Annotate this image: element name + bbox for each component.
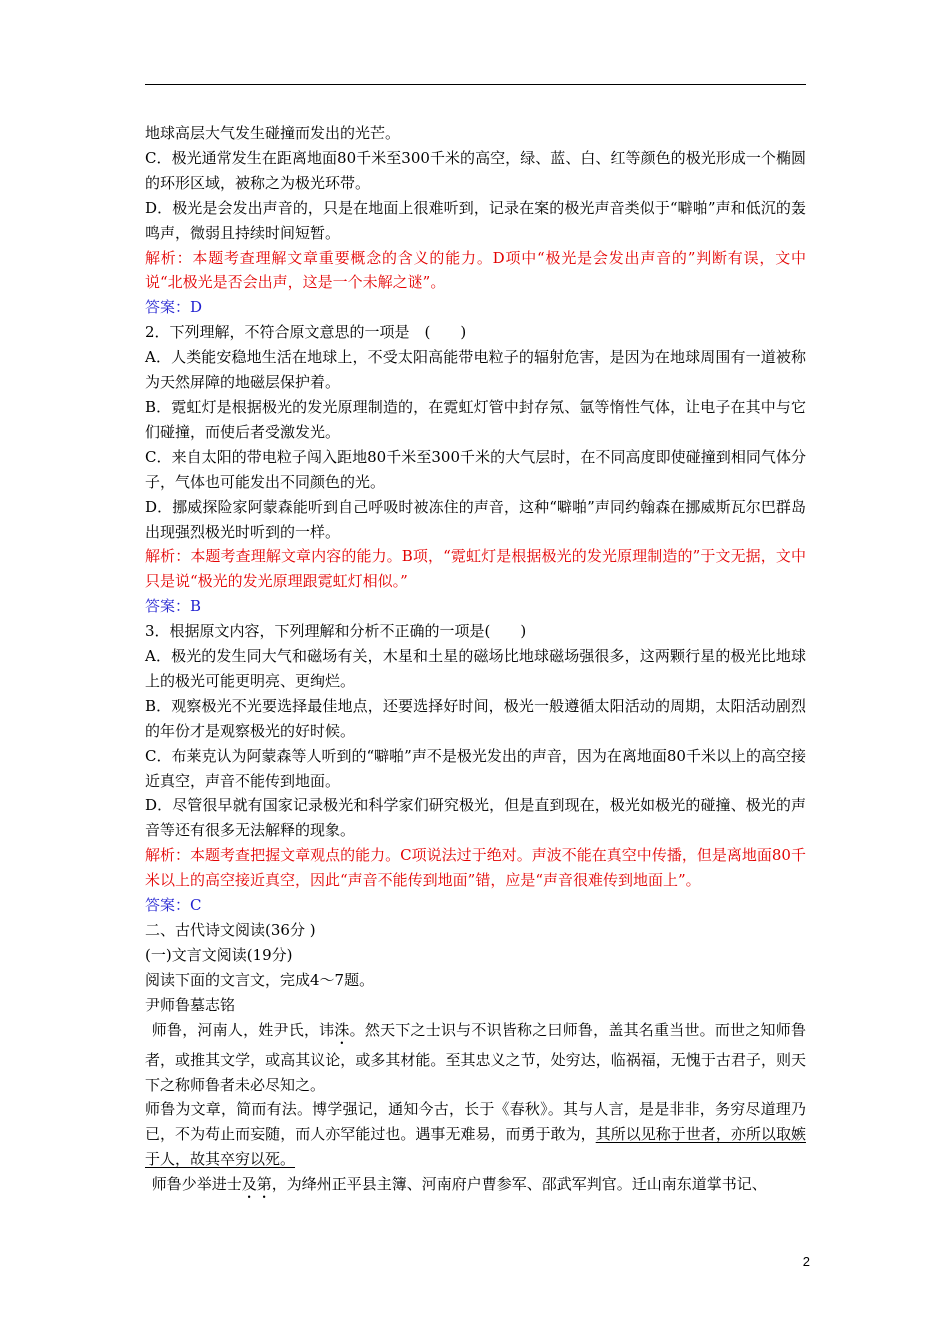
q3-option-a: A．极光的发生同大气和磁场有关，木星和土星的磁场比地球磁场强很多，这两颗行星的极光比地球上的极光可能更明亮、更绚烂。: [145, 647, 806, 690]
q2-analysis: 解析：本题考查理解文章内容的能力。B项，“霓虹灯是根据极光的发光原理制造的”于文无据，文中只是说“极光的发光原理跟霓虹灯相似。”: [145, 547, 806, 591]
q1-option-c: C．极光通常发生在距离地面80千米至300千米的高空，绿、蓝、白、红等颜色的极光形成一个椭圆的环形区域，被称之为极光环带。: [145, 148, 806, 192]
q2-option-c: C．来自太阳的带电粒子闯入距地80千米至300千米的大气层时，在不同高度即使碰撞到相同气体分子，气体也可能发出不同颜色的光。: [145, 447, 806, 491]
q2-option-b: B．霓虹灯是根据极光的发光原理制造的，在霓虹灯管中封存氖、氩等惰性气体，让电子在其中与它们碰撞，而使后者受激发光。: [145, 397, 806, 441]
para3-text-start: 师鲁少举进士: [151, 1175, 242, 1194]
q3-option-d: D．尽管很早就有国家记录极光和科学家们研究极光，但是直到现在，极光如极光的碰撞、极光的声音等还有很多无法解释的现象。: [145, 796, 806, 840]
para2-text-start: 师鲁为文章，简而有法。博学强记，通知今古，长于《春秋》。其与人言，是是非非，务穷尽道理乃已，不为苟止而妄随，而人亦罕能过也。遇事无难易，而勇于敢为，: [145, 1100, 806, 1144]
section-heading: 二、古代诗文阅读(36分 ): [145, 921, 316, 939]
q3-analysis: 解析：本题考查把握文章观点的能力。C项说法过于绝对。声波不能在真空中传播，但是离地面80千米以上的高空接近真空，因此“声音不能传到地面”错，应是“声音很难传到地面上”。: [145, 846, 806, 890]
header-rule: [145, 84, 806, 85]
subsection-heading: (一)文言文阅读(19分): [145, 945, 293, 964]
q2-option-d: D．挪威探险家阿蒙森能听到自己呼吸时被冻住的声音，这种“噼啪”声同约翰森在挪威斯瓦尔巴群岛出现强烈极光时听到的一样。: [145, 497, 806, 541]
para3-dotted-word: 及第: [241, 1175, 272, 1194]
classical-paragraph-3: [145, 1172, 806, 1202]
classical-text-title: 尹师鲁墓志铭: [145, 995, 236, 1014]
q3-option-c: C．布莱克认为阿蒙森等人听到的“噼啪”声不是极光发出的声音，因为在离地面80千米以上的高空接近真空，声音不能传到地面。: [145, 746, 806, 790]
page-number: 2: [802, 1254, 810, 1269]
q1-answer: 答案：D: [145, 298, 203, 317]
para3-text-end: ，为绛州正平县主簿、河南府户曹参军、邵武军判官。迁山南东道掌书记、: [271, 1175, 767, 1194]
para1-dotted-word: 洙: [334, 1020, 350, 1039]
classical-paragraph-1: [145, 1018, 806, 1098]
intro-line: 地球高层大气发生碰撞而发出的光芒。: [145, 124, 401, 142]
reading-instruction: 阅读下面的文言文，完成4～7题。: [145, 970, 375, 989]
para2-underlined-sentence: 其所以见称于世者，亦所以取嫉于人，故其卒穷以死。: [145, 1125, 806, 1169]
q3-answer: 答案：C: [145, 896, 202, 915]
classical-paragraph-2: [145, 1097, 806, 1172]
q3-stem: 3．根据原文内容，下列理解和分析不正确的一项是( ): [145, 622, 527, 641]
page-body: [145, 121, 806, 1202]
para1-text-end: 。然天下之士识与不识皆称之曰师鲁，盖其名重当世。而世之知师鲁者，或推其文学，或高其议论，或多其材能。至其忠义之节，处穷达，临祸福，无愧于古君子，则天下之称师鲁者未必尽知之。: [145, 1020, 806, 1094]
q1-analysis: 解析：本题考查理解文章重要概念的含义的能力。D项中“极光是会发出声音的”判断有误，文中说“北极光是否会出声，这是一个未解之谜”。: [145, 248, 806, 292]
q1-option-d: D．极光是会发出声音的，只是在地面上很难听到，记录在案的极光声音类似于“噼啪”声和低沉的轰鸣声，微弱且持续时间短暂。: [145, 198, 806, 242]
q2-option-a: A．人类能安稳地生活在地球上，不受太阳高能带电粒子的辐射危害，是因为在地球周围有一道被称为天然屏障的地磁层保护着。: [145, 348, 806, 392]
q2-answer: 答案：B: [145, 597, 202, 616]
para1-text-start: 师鲁，河南人，姓尹氏，讳: [151, 1020, 335, 1039]
q2-stem: 2．下列理解，不符合原文意思的一项是 ( ): [145, 323, 467, 342]
q3-option-b: B．观察极光不光要选择最佳地点，还要选择好时间，极光一般遵循太阳活动的周期，太阳活动剧烈的年份才是观察极光的好时候。: [145, 696, 806, 740]
